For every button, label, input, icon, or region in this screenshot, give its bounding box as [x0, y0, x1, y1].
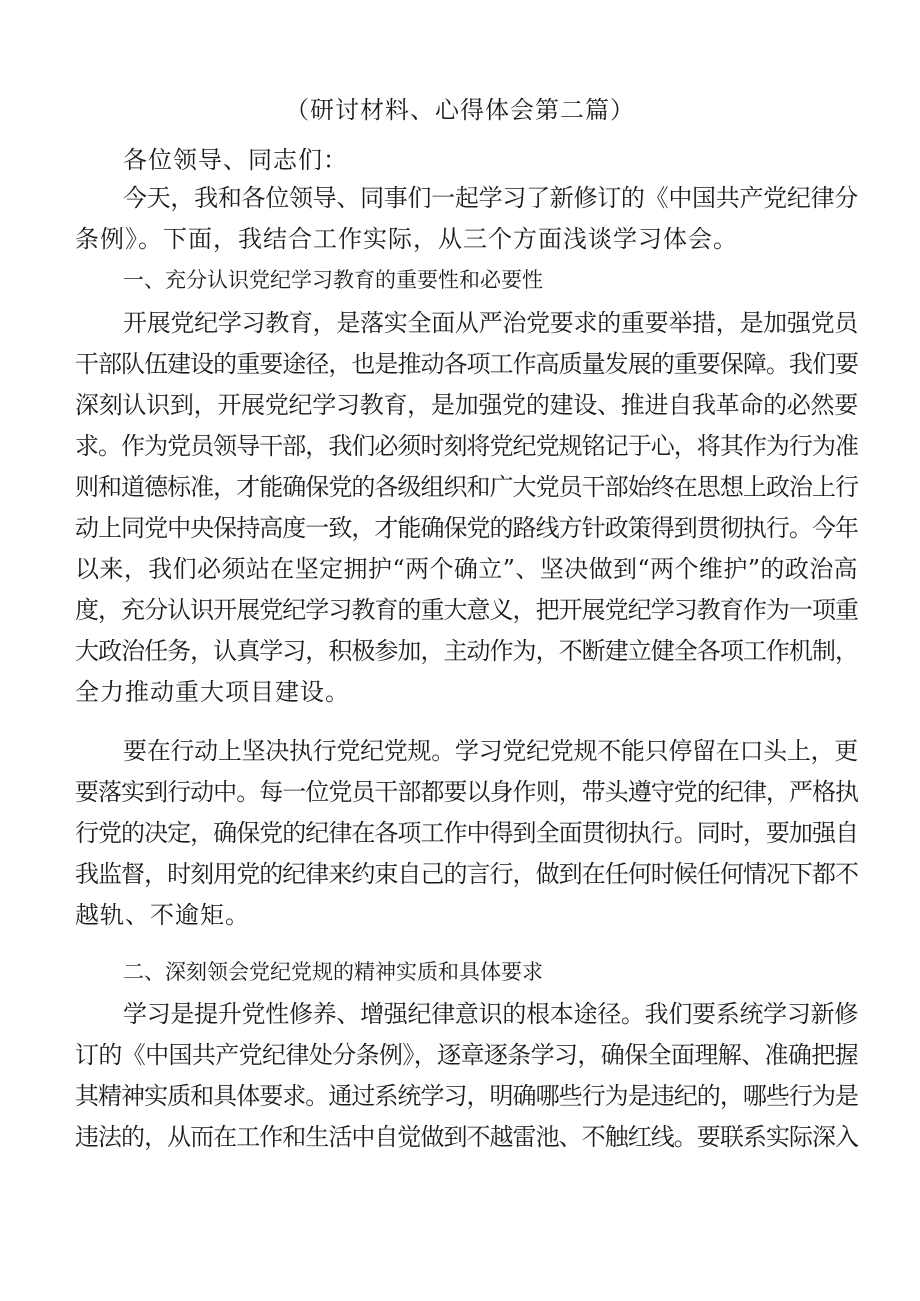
text-line: 行党的决定，确保党的纪律在各项工作中得到全面贯彻执行。同时，要加强自: [75, 819, 858, 847]
text-line: 度，充分认识开展党纪学习教育的重大意义，把开展党纪学习教育作为一项重: [75, 596, 858, 624]
text-line: 以来，我们必须站在坚定拥护“两个确立”、坚决做到“两个维护”的政治高: [75, 555, 859, 583]
text-line: 大政治任务，认真学习，积极参加，主动作为，不断建立健全各项工作机制，: [75, 637, 858, 665]
text-line: 越轨、不逾矩。: [75, 901, 250, 929]
text-line: 动上同党中央保持高度一致，才能确保党的路线方针政策得到贯彻执行。今年: [75, 514, 858, 542]
salutation: 各位领导、同志们：: [123, 146, 348, 174]
text-line: 学习是提升党性修养、增强纪律意识的根本途径。我们要系统学习新修: [123, 1000, 858, 1028]
text-line: 全力推动重大项目建设。: [75, 678, 350, 706]
text-line: 求。作为党员领导干部，我们必须时刻将党纪党规铭记于心，将其作为行为准: [75, 432, 858, 460]
document-title: （研讨材料、心得体会第二篇）: [285, 96, 635, 124]
text-line: 要落实到行动中。每一位党员干部都要以身作则，带头遵守党的纪律，严格执: [75, 778, 858, 806]
section-1-heading: 一、充分认识党纪学习教育的重要性和必要性: [123, 268, 543, 292]
text-line: 干部队伍建设的重要途径，也是推动各项工作高质量发展的重要保障。我们要: [75, 350, 858, 378]
text-line: 订的《中国共产党纪律处分条例》，逐章逐条学习，确保全面理解、准确把握: [75, 1041, 858, 1069]
text-line: 违法的，从而在工作和生活中自觉做到不越雷池、不触红线。要联系实际深入: [75, 1123, 858, 1151]
text-line: 深刻认识到，开展党纪学习教育，是加强党的建设、推进自我革命的必然要: [75, 391, 858, 419]
text-line: 今天，我和各位领导、同事们一起学习了新修订的《中国共产党纪律分: [123, 184, 858, 212]
text-line: 则和道德标准，才能确保党的各级组织和广大党员干部始终在思想上政治上行: [75, 473, 858, 501]
text-line: 开展党纪学习教育，是落实全面从严治党要求的重要举措，是加强党员: [123, 309, 858, 337]
text-line: 要在行动上坚决执行党纪党规。学习党纪党规不能只停留在口头上，更: [123, 737, 858, 765]
text-line: 我监督，时刻用党的纪律来约束自己的言行，做到在任何时候任何情况下都不: [75, 860, 858, 888]
text-line: 其精神实质和具体要求。通过系统学习，明确哪些行为是违纪的，哪些行为是: [75, 1082, 858, 1110]
text-line: 条例》。下面，我结合工作实际，从三个方面浅谈学习体会。: [75, 225, 738, 253]
section-2-heading: 二、深刻领会党纪党规的精神实质和具体要求: [123, 960, 543, 984]
